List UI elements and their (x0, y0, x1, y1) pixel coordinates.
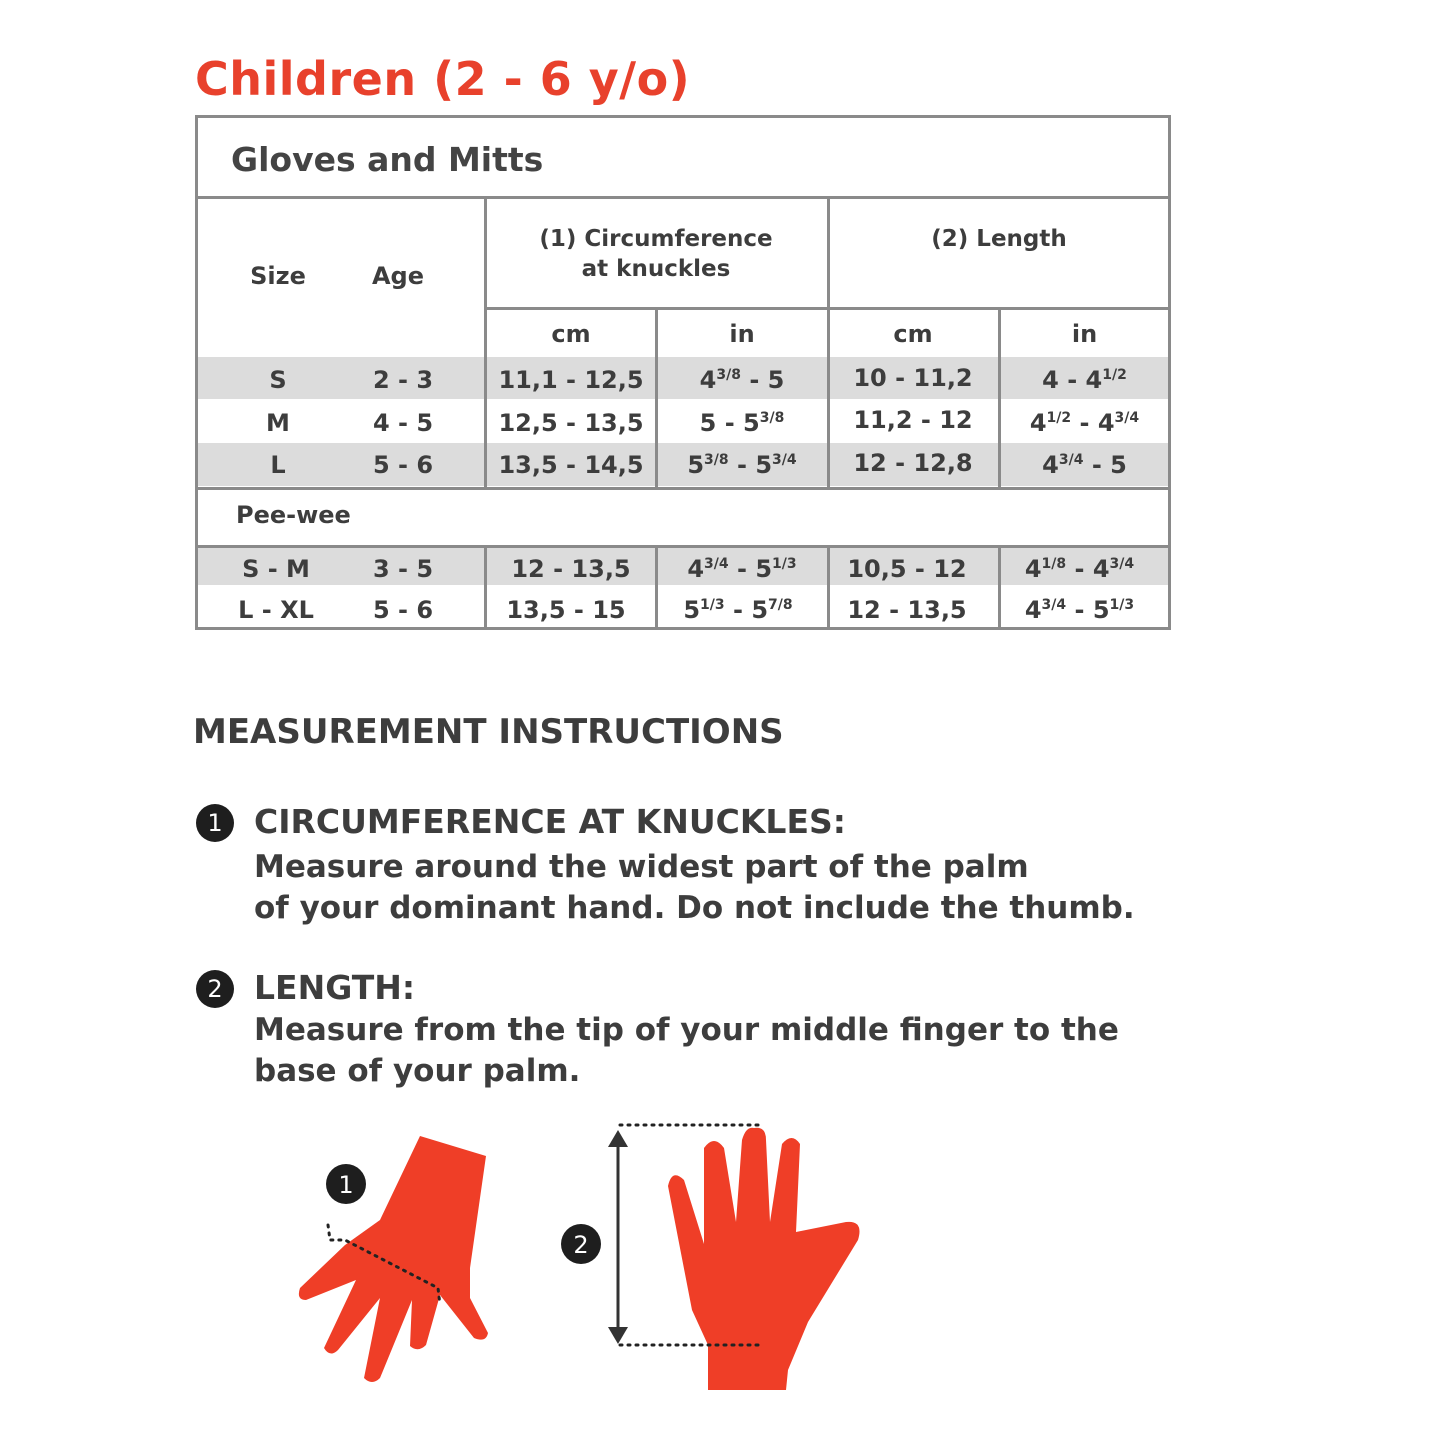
header-length: (2) Length (931, 226, 1067, 252)
hand-badge: 2 (573, 1231, 589, 1259)
cell-circ-cm: 11,1 - 12,5 (498, 366, 644, 394)
cell-len-cm: 11,2 - 12 (853, 406, 973, 434)
header-circ-in: in (729, 320, 755, 348)
instructions-title: MEASUREMENT INSTRUCTIONS (193, 712, 784, 752)
header-len-in: in (1071, 320, 1098, 348)
cell-len-cm: 12 - 13,5 (847, 596, 967, 624)
page-title: Children (2 - 6 y/o) (195, 52, 691, 106)
hand-circumference-icon (299, 1136, 488, 1382)
hand-badge: 1 (338, 1171, 354, 1199)
hand-length-icon (561, 1125, 860, 1390)
cell-circ-in: $5^{1/3} - 5^{7/8}$ (683, 596, 793, 624)
cell-age: 4 - 5 (372, 409, 434, 437)
cell-len-cm: 10 - 11,2 (853, 364, 973, 392)
cell-age: 5 - 6 (372, 451, 434, 479)
cell-circ-cm: 13,5 - 15 (506, 596, 626, 624)
header-size: Size (250, 262, 306, 290)
cell-circ-in: $4^{3/4} - 5^{1/3}$ (687, 555, 797, 583)
step-heading-length: LENGTH: (254, 968, 416, 1007)
cell-size: L - XL (238, 596, 314, 624)
step-text-line: Measure around the widest part of the palm (254, 849, 1029, 885)
header-circumference: (1) Circumference (539, 226, 773, 252)
table-title: Gloves and Mitts (231, 140, 544, 179)
header-age: Age (371, 262, 425, 290)
cell-size: S - M (242, 555, 310, 583)
cell-len-in: $4^{1/2} - 4^{3/4}$ (1029, 409, 1140, 437)
header-circumference-sub: at knuckles (581, 256, 731, 282)
cell-size: M (266, 409, 290, 437)
cell-len-in: $4 - 4^{1/2}$ (1042, 366, 1127, 394)
cell-circ-in: $4^{3/8} - 5$ (699, 366, 785, 394)
cell-age: 2 - 3 (372, 366, 434, 394)
step-text-line: base of your palm. (254, 1053, 581, 1089)
cell-circ-cm: 12 - 13,5 (511, 555, 631, 583)
cell-size: S (269, 366, 287, 394)
cell-circ-cm: 13,5 - 14,5 (498, 451, 644, 479)
cell-len-in: $4^{3/4} - 5^{1/3}$ (1024, 596, 1135, 624)
cell-circ-in: $5^{3/8} - 5^{3/4}$ (687, 451, 797, 479)
step-text-line: of your dominant hand. Do not include the thumb. (254, 890, 1135, 926)
cell-age: 3 - 5 (372, 555, 434, 583)
cell-len-cm: 10,5 - 12 (847, 555, 967, 583)
step-heading-circumference: CIRCUMFERENCE AT KNUCKLES: (254, 802, 846, 841)
group-label-peewee: Pee-wee (236, 501, 351, 529)
step-number-badge: 2 (196, 970, 234, 1008)
cell-len-cm: 12 - 12,8 (853, 449, 973, 477)
cell-len-in: $4^{3/4} - 5$ (1042, 451, 1127, 479)
cell-len-in: $4^{1/8} - 4^{3/4}$ (1024, 555, 1135, 583)
step-number-badge: 1 (196, 804, 234, 842)
cell-age: 5 - 6 (372, 596, 434, 624)
cell-circ-in: $5 - 5^{3/8}$ (699, 409, 785, 437)
header-circ-cm: cm (551, 320, 591, 348)
header-len-cm: cm (893, 320, 933, 348)
cell-circ-cm: 12,5 - 13,5 (498, 409, 644, 437)
cell-size: L (270, 451, 286, 479)
step-text-line: Measure from the tip of your middle finger to the (254, 1012, 1119, 1048)
